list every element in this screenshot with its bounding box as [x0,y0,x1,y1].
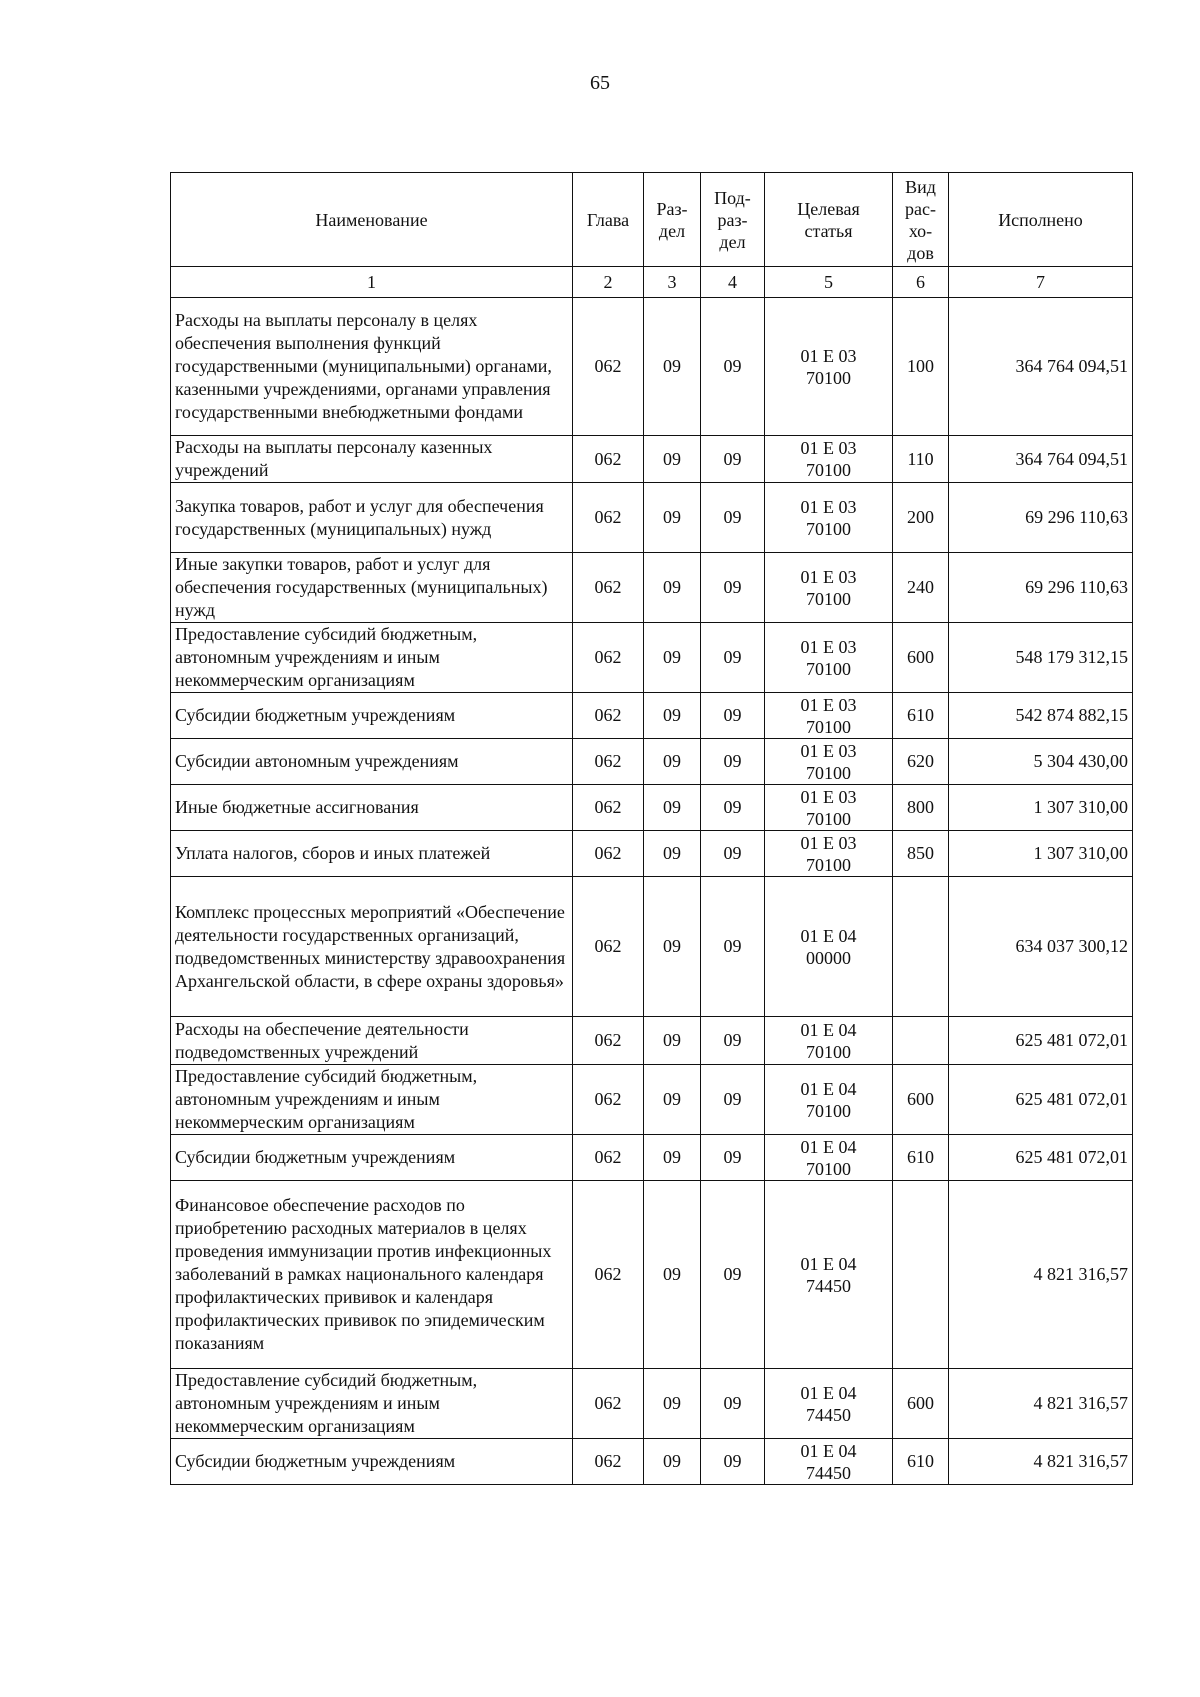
row-name: Субсидии автономным учреждениям [171,739,573,785]
row-expense-kind: 240 [893,553,949,623]
row-target-code: 01 Е 04 74450 [765,1439,893,1485]
row-chapter: 062 [573,877,644,1017]
table-body [171,298,1133,1485]
row-subsection: 09 [701,623,765,693]
row-chapter: 062 [573,1065,644,1135]
row-expense-kind: 110 [893,436,949,483]
row-section: 09 [644,693,701,739]
row-name: Уплата налогов, сборов и иных платежей [171,831,573,877]
row-target-code: 01 Е 03 70100 [765,785,893,831]
header-kind: Вид рас- хо- дов [893,173,949,267]
row-section: 09 [644,739,701,785]
row-amount: 634 037 300,12 [949,877,1133,1017]
row-target-code: 01 Е 04 70100 [765,1135,893,1181]
row-name: Комплекс процессных мероприятий «Обеспечение деятельности государственных организаций, подведомственных министерству здравоохранения Архангельской области, в сфере охраны здоровья» [171,877,573,1017]
row-target-code: 01 Е 03 70100 [765,693,893,739]
row-name: Субсидии бюджетным учреждениям [171,693,573,739]
row-section: 09 [644,1065,701,1135]
row-subsection: 09 [701,785,765,831]
column-number: 3 [644,267,701,298]
row-name: Предоставление субсидий бюджетным, автономным учреждениям и иным некоммерческим организациям [171,623,573,693]
row-subsection: 09 [701,298,765,436]
row-subsection: 09 [701,739,765,785]
table-row [171,831,1133,877]
row-chapter: 062 [573,785,644,831]
row-target-code: 01 Е 03 70100 [765,831,893,877]
row-target-code: 01 Е 03 70100 [765,739,893,785]
page-number: 65 [590,72,610,94]
table-row [171,483,1133,553]
table-row [171,739,1133,785]
row-subsection: 09 [701,1135,765,1181]
row-amount: 4 821 316,57 [949,1439,1133,1485]
row-section: 09 [644,1135,701,1181]
table-row [171,1065,1133,1135]
table-row [171,1017,1133,1065]
row-section: 09 [644,483,701,553]
row-name: Расходы на обеспечение деятельности подведомственных учреждений [171,1017,573,1065]
column-number: 1 [171,267,573,298]
row-target-code: 01 Е 04 74450 [765,1181,893,1369]
header-executed: Исполнено [949,173,1133,267]
row-name: Закупка товаров, работ и услуг для обеспечения государственных (муниципальных) нужд [171,483,573,553]
row-amount: 1 307 310,00 [949,785,1133,831]
row-chapter: 062 [573,831,644,877]
table-row [171,1369,1133,1439]
row-chapter: 062 [573,1017,644,1065]
header-target: Целевая статья [765,173,893,267]
row-subsection: 09 [701,553,765,623]
row-section: 09 [644,553,701,623]
row-subsection: 09 [701,1017,765,1065]
row-expense-kind: 600 [893,623,949,693]
row-amount: 69 296 110,63 [949,483,1133,553]
table-row [171,436,1133,483]
row-amount: 625 481 072,01 [949,1135,1133,1181]
column-number: 5 [765,267,893,298]
header-section: Раз- дел [644,173,701,267]
row-subsection: 09 [701,877,765,1017]
row-target-code: 01 Е 03 70100 [765,436,893,483]
row-target-code: 01 Е 04 00000 [765,877,893,1017]
row-expense-kind [893,1017,949,1065]
row-chapter: 062 [573,1181,644,1369]
row-chapter: 062 [573,1369,644,1439]
table-row [171,1439,1133,1485]
header-name: Наименование [171,173,573,267]
row-section: 09 [644,436,701,483]
row-name: Предоставление субсидий бюджетным, автономным учреждениям и иным некоммерческим организациям [171,1065,573,1135]
row-chapter: 062 [573,693,644,739]
row-expense-kind: 600 [893,1065,949,1135]
row-subsection: 09 [701,693,765,739]
row-name: Субсидии бюджетным учреждениям [171,1135,573,1181]
row-subsection: 09 [701,1369,765,1439]
row-expense-kind: 800 [893,785,949,831]
row-chapter: 062 [573,483,644,553]
row-expense-kind: 610 [893,1135,949,1181]
column-number: 7 [949,267,1133,298]
row-subsection: 09 [701,831,765,877]
row-section: 09 [644,831,701,877]
table-row [171,877,1133,1017]
row-chapter: 062 [573,298,644,436]
row-section: 09 [644,623,701,693]
row-amount: 625 481 072,01 [949,1065,1133,1135]
row-subsection: 09 [701,483,765,553]
row-section: 09 [644,1369,701,1439]
row-subsection: 09 [701,1439,765,1485]
row-expense-kind: 620 [893,739,949,785]
budget-table [170,172,1133,1485]
table-row [171,1181,1133,1369]
row-amount: 548 179 312,15 [949,623,1133,693]
column-number: 4 [701,267,765,298]
table-row [171,693,1133,739]
row-section: 09 [644,1017,701,1065]
column-number: 2 [573,267,644,298]
row-section: 09 [644,785,701,831]
row-amount: 364 764 094,51 [949,436,1133,483]
header-chapter: Глава [573,173,644,267]
row-target-code: 01 Е 03 70100 [765,623,893,693]
row-target-code: 01 Е 04 74450 [765,1369,893,1439]
table-row [171,298,1133,436]
row-name: Предоставление субсидий бюджетным, автономным учреждениям и иным некоммерческим организациям [171,1369,573,1439]
row-name: Субсидии бюджетным учреждениям [171,1439,573,1485]
header-row [171,173,1133,267]
column-number: 6 [893,267,949,298]
row-expense-kind: 600 [893,1369,949,1439]
row-amount: 1 307 310,00 [949,831,1133,877]
row-chapter: 062 [573,739,644,785]
row-expense-kind [893,1181,949,1369]
table-row [171,623,1133,693]
row-subsection: 09 [701,1065,765,1135]
row-subsection: 09 [701,1181,765,1369]
row-target-code: 01 Е 03 70100 [765,483,893,553]
row-expense-kind: 850 [893,831,949,877]
row-section: 09 [644,1181,701,1369]
row-target-code: 01 Е 03 70100 [765,298,893,436]
table-row [171,785,1133,831]
row-target-code: 01 Е 04 70100 [765,1017,893,1065]
row-name: Финансовое обеспечение расходов по приобретению расходных материалов в целях проведения иммунизации против инфекционных заболеваний в рамках национального календаря профилактических прививок и календаря профилактических прививок по эпидемическим показаниям [171,1181,573,1369]
row-name: Расходы на выплаты персоналу в целях обеспечения выполнения функций государственными (муниципальными) органами, казенными учреждениями, органами управления государственными внебюджетными фондами [171,298,573,436]
row-section: 09 [644,1439,701,1485]
row-target-code: 01 Е 03 70100 [765,553,893,623]
row-name: Расходы на выплаты персоналу казенных учреждений [171,436,573,483]
row-chapter: 062 [573,436,644,483]
row-expense-kind: 610 [893,693,949,739]
row-name: Иные закупки товаров, работ и услуг для обеспечения государственных (муниципальных) нужд [171,553,573,623]
row-section: 09 [644,298,701,436]
row-amount: 364 764 094,51 [949,298,1133,436]
row-amount: 5 304 430,00 [949,739,1133,785]
row-amount: 542 874 882,15 [949,693,1133,739]
row-subsection: 09 [701,436,765,483]
column-number-row [171,267,1133,298]
row-amount: 4 821 316,57 [949,1181,1133,1369]
table-row [171,553,1133,623]
row-chapter: 062 [573,1135,644,1181]
row-chapter: 062 [573,553,644,623]
row-target-code: 01 Е 04 70100 [765,1065,893,1135]
row-amount: 625 481 072,01 [949,1017,1133,1065]
table-row [171,1135,1133,1181]
row-expense-kind: 100 [893,298,949,436]
row-name: Иные бюджетные ассигнования [171,785,573,831]
row-amount: 4 821 316,57 [949,1369,1133,1439]
header-subsection: Под- раз- дел [701,173,765,267]
row-section: 09 [644,877,701,1017]
row-chapter: 062 [573,623,644,693]
row-expense-kind: 610 [893,1439,949,1485]
row-amount: 69 296 110,63 [949,553,1133,623]
row-expense-kind: 200 [893,483,949,553]
row-chapter: 062 [573,1439,644,1485]
row-expense-kind [893,877,949,1017]
